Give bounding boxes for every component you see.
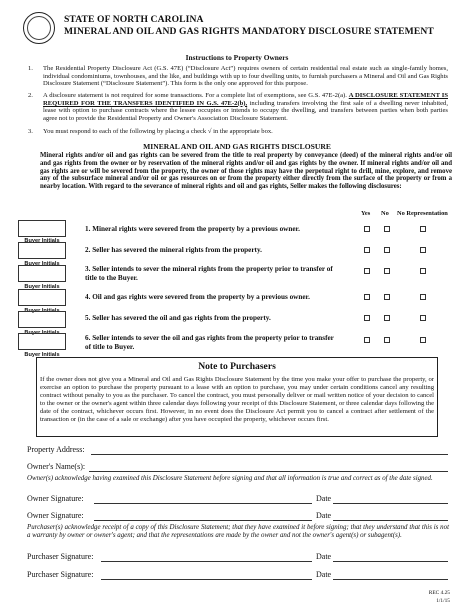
checkbox-no-representation-5[interactable]: [420, 315, 426, 321]
purchaser-signature-label-1: Purchaser Signature:: [27, 552, 94, 561]
instruction-item-1: 1. The Residential Property Disclosure Act (G.S. 47E) (“Disclosure Act”) requires owners of certain residential real estate such as single-family homes, individual condominiums, townhouses, and the like, and buildings with up to four dwelling units, to furnish purchasers a Mineral and Oil and Gas Rights Disclosure Statement (“Disclosure Statement”). This form is the only one approved for this purpose.: [28, 65, 448, 88]
owner-acknowledgement: Owner(s) acknowledge having examined this Disclosure Statement before signing and that all information is true and correct as of the date signed.: [27, 475, 433, 482]
form-revision: 1/1/15: [436, 598, 450, 604]
instructions-title: Instructions to Property Owners: [185, 53, 289, 62]
note-title: Note to Purchasers: [198, 361, 276, 372]
disclosure-statement-1: 1. Mineral rights were severed from the property by a previous owner.: [85, 225, 300, 233]
buyer-initials-field-1[interactable]: [18, 220, 66, 237]
disclosure-statement-4: 4. Oil and gas rights were severed from the property by a previous owner.: [85, 293, 310, 301]
checkbox-yes-4[interactable]: [364, 294, 370, 300]
buyer-initials-field-3[interactable]: [18, 265, 66, 282]
buyer-initials-field-5[interactable]: [18, 311, 66, 328]
buyer-initials-label: Buyer Initials: [24, 284, 60, 290]
header-state: STATE OF NORTH CAROLINA: [64, 14, 204, 25]
date-field-owner-1[interactable]: [333, 503, 448, 504]
disclosure-statement-3: 3. Seller intends to sever the mineral rights from the property prior to transfer of title to the Buyer.: [85, 265, 333, 282]
buyer-initials-field-4[interactable]: [18, 289, 66, 306]
checkbox-no-representation-1[interactable]: [420, 226, 426, 232]
checkbox-no-representation-3[interactable]: [420, 268, 426, 274]
checkbox-no-representation-2[interactable]: [420, 247, 426, 253]
column-yes: Yes: [361, 210, 371, 217]
disclosure-statement-6: 6. Seller intends to sever the oil and gas rights from the property prior to transfer of title to Buyer.: [85, 334, 334, 351]
buyer-initials-label: Buyer Initials: [24, 330, 60, 336]
owner-signature-label-1: Owner Signature:: [27, 494, 84, 503]
instruction-item-3: 3. You must respond to each of the following by placing a check √ in the appropriate box.: [28, 128, 273, 135]
buyer-initials-field-6[interactable]: [18, 333, 66, 350]
disclosure-statement-5: 5. Seller has severed the oil and gas rights from the property.: [85, 314, 271, 322]
purchaser-signature-field-2[interactable]: [101, 579, 312, 580]
checkbox-yes-5[interactable]: [364, 315, 370, 321]
checkbox-no-5[interactable]: [384, 315, 390, 321]
date-field-purchaser-2[interactable]: [333, 579, 448, 580]
disclosure-statement-2: 2. Seller has severed the mineral rights from the property.: [85, 246, 262, 254]
instruction-item-2: 2. A disclosure statement is not required for some transactions. For a complete list of exemptions, see G.S. 47E-2(a). A DISCLOSURE STATEMENT IS REQUIRED FOR THE TRANSFERS IDENTIFIED IN G.S. 47E-2(b), including transfers involving the first sale of a dwelling never inhabited, lease with option to purchase contracts where the lessee occupies or intends to occupy the dwelling, and transfers between parties when both parties agree not to provide the Residential Property and Owner's Association Disclosure Statement.: [28, 92, 448, 122]
column-no: No: [381, 210, 389, 217]
buyer-initials-label: Buyer Initials: [24, 238, 60, 244]
checkbox-no-representation-6[interactable]: [420, 337, 426, 343]
owner-names-field[interactable]: [89, 471, 448, 472]
buyer-initials-label: Buyer Initials: [24, 352, 60, 358]
disclosure-title: MINERAL AND OIL AND GAS RIGHTS DISCLOSURE: [143, 142, 331, 151]
checkbox-yes-1[interactable]: [364, 226, 370, 232]
date-label-purchaser-2: Date: [316, 570, 332, 579]
checkbox-yes-6[interactable]: [364, 337, 370, 343]
purchaser-signature-field-1[interactable]: [101, 561, 312, 562]
owner-signature-field-2[interactable]: [94, 520, 312, 521]
owner-signature-field-1[interactable]: [94, 503, 312, 504]
buyer-initials-field-2[interactable]: [18, 242, 66, 259]
checkbox-no-1[interactable]: [384, 226, 390, 232]
checkbox-no-3[interactable]: [384, 268, 390, 274]
state-seal-icon: [23, 12, 55, 44]
buyer-initials-label: Buyer Initials: [24, 308, 60, 314]
date-label-owner-2: Date: [316, 511, 332, 520]
disclosure-body: Mineral rights and/or oil and gas rights can be severed from the title to real property by conveyance (deed) of the mineral rights and/or oil and gas rights from the owner or by reservation of the mineral rights and/or oil and gas rights by the owner. If mineral rights and/or oil and gas rights are or will be severed from the property, the owner of those rights may have the perpetual right to drill, mine, explore, and remove any of the subsurface mineral and/or oil or gas resources on or from the property either directly from the surface of the property or from a nearby location. With regard to the severance of mineral rights and oil and gas rights, Seller makes the following disclosures:: [40, 152, 452, 191]
checkbox-no-representation-4[interactable]: [420, 294, 426, 300]
date-label-owner-1: Date: [316, 494, 332, 503]
checkbox-no-6[interactable]: [384, 337, 390, 343]
purchaser-signature-label-2: Purchaser Signature:: [27, 570, 94, 579]
property-address-field[interactable]: [91, 454, 448, 455]
date-field-owner-2[interactable]: [333, 520, 448, 521]
form-number: REC 4.25: [428, 590, 450, 596]
checkbox-yes-3[interactable]: [364, 268, 370, 274]
column-no-representation: No Representation: [397, 210, 448, 217]
buyer-initials-label: Buyer Initials: [24, 261, 60, 267]
header-title: MINERAL AND OIL AND GAS RIGHTS MANDATORY DISCLOSURE STATEMENT: [64, 26, 434, 37]
checkbox-yes-2[interactable]: [364, 247, 370, 253]
date-label-purchaser-1: Date: [316, 552, 332, 561]
owner-names-label: Owner's Name(s):: [27, 462, 86, 471]
note-body: If the owner does not give you a Mineral and Oil and Gas Rights Disclosure Statement by the time you make your offer to purchase the property, or exercise an option to purchase the property pursuant to a lease with an option to purchase, you may under certain conditions cancel any resulting contract without penalty to you as the purchaser. To cancel the contract, you must personally deliver or mail written notice of your decision to cancel to the owner or the owner's agent within three calendar days following your receipt of this Disclosure Statement, or three calendar days following the date of the contract, whichever occurs first. However, in no event does the Disclosure Act permit you to cancel a contract after settlement of the transaction or (in the case of a sale or exchange) after you have occupied the property, whichever occurs first.: [40, 376, 434, 423]
date-field-purchaser-1[interactable]: [333, 561, 448, 562]
checkbox-no-4[interactable]: [384, 294, 390, 300]
checkbox-no-2[interactable]: [384, 247, 390, 253]
purchaser-acknowledgement: Purchaser(s) acknowledge receipt of a copy of this Disclosure Statement; that they have examined it before signing; that they understand that this is not a warranty by owner or owner's agent; and that the representations are made by the owner and not the owner's agent(s) or subagent(s).: [27, 524, 449, 539]
property-address-label: Property Address:: [27, 445, 85, 454]
owner-signature-label-2: Owner Signature:: [27, 511, 84, 520]
